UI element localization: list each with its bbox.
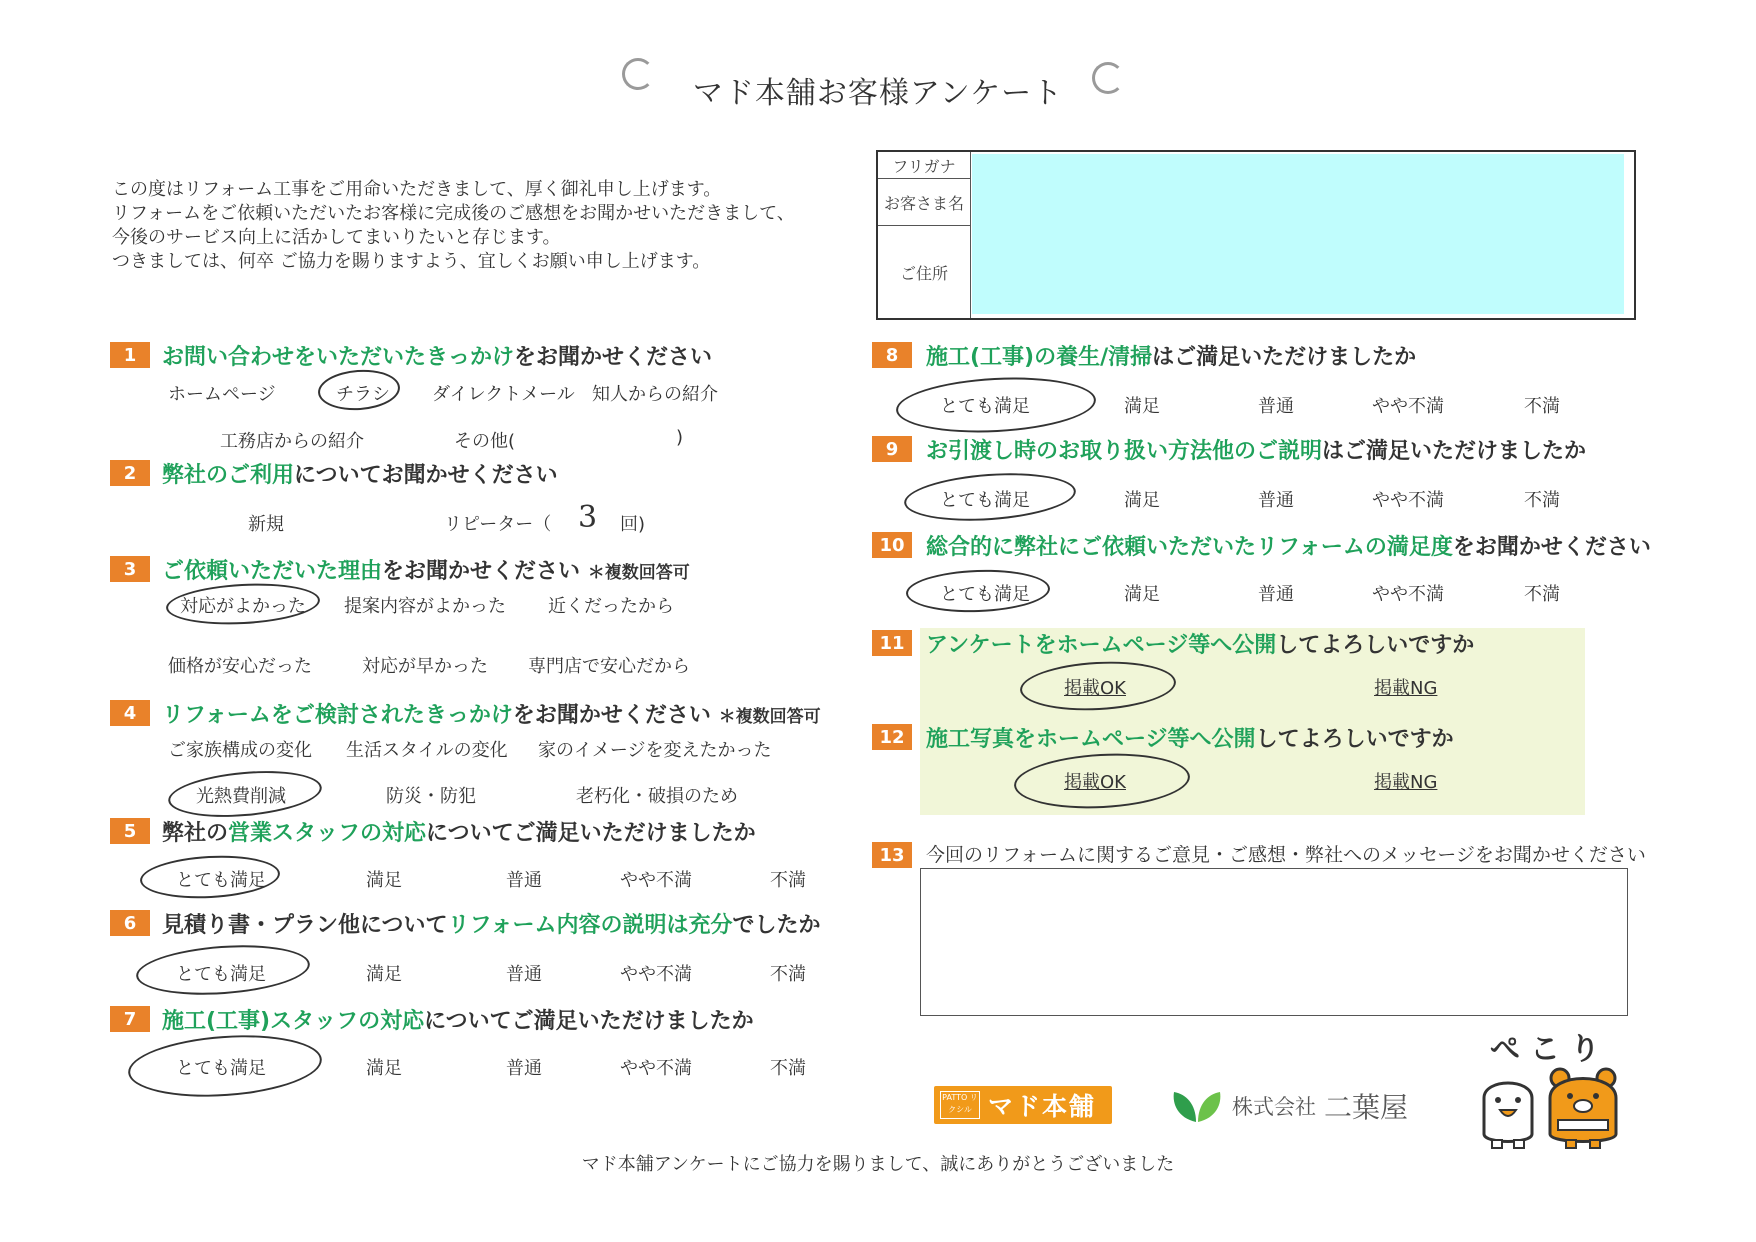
option-safe-price[interactable]: 価格が安心だった — [168, 656, 312, 677]
question-number: 10 — [872, 532, 912, 558]
option-satisfied[interactable]: 満足 — [1124, 396, 1160, 417]
option-publish-photo-ok[interactable]: 掲載OK — [1064, 772, 1126, 793]
option-neutral[interactable]: 普通 — [1258, 490, 1294, 511]
option-dissatisfied[interactable]: 不満 — [1524, 584, 1560, 605]
option-other[interactable]: その他( — [454, 431, 516, 452]
option-neutral[interactable]: 普通 — [1258, 584, 1294, 605]
option-very-satisfied[interactable]: とても満足 — [940, 396, 1030, 417]
option-somewhat-dissatisfied[interactable]: やや不満 — [620, 870, 692, 891]
pekori-text: ぺこり — [1490, 1032, 1610, 1067]
option-referral[interactable]: 知人からの紹介 — [592, 384, 718, 405]
option-lifestyle-change[interactable]: 生活スタイルの変化 — [346, 740, 508, 761]
question-title: 総合的に弊社にご依頼いただいたリフォームの満足度をお聞かせください — [926, 535, 1651, 560]
option-dissatisfied[interactable]: 不満 — [770, 964, 806, 985]
company-prefix: 株式会社 — [1232, 1095, 1316, 1119]
question-title: 見積り書・プラン他についてリフォーム内容の説明は充分でしたか — [162, 913, 821, 938]
question-number: 2 — [110, 460, 150, 486]
question-number: 7 — [110, 1006, 150, 1032]
message-box[interactable] — [920, 868, 1628, 1016]
customer-info-box — [876, 150, 1636, 320]
option-satisfied[interactable]: 満足 — [366, 1058, 402, 1079]
question-title: お引渡し時のお取り扱い方法他のご説明はご満足いただけましたか — [926, 439, 1587, 464]
mascot-icon — [1474, 1064, 1624, 1150]
question-title: 施工(工事)の養生/清掃はご満足いただけましたか — [926, 345, 1417, 370]
option-direct-mail[interactable]: ダイレクトメール — [432, 384, 575, 405]
option-aging[interactable]: 老朽化・破損のため — [576, 786, 738, 807]
furigana-label: フリガナ — [878, 152, 971, 179]
bear-mascot — [1550, 1069, 1616, 1148]
option-fast-response[interactable]: 対応が早かった — [362, 656, 488, 677]
question-title: お問い合わせをいただいたきっかけをお聞かせください — [162, 345, 713, 370]
option-specialist[interactable]: 専門店で安心だから — [528, 656, 690, 677]
question-title: 弊社のご利用についてお聞かせください — [162, 463, 558, 488]
option-somewhat-dissatisfied[interactable]: やや不満 — [1372, 584, 1444, 605]
option-nearby[interactable]: 近くだったから — [548, 596, 674, 617]
option-satisfied[interactable]: 満足 — [366, 870, 402, 891]
intro-line: この度はリフォーム工事をご用命いただきまして、厚く御礼申し上げます。 — [112, 179, 722, 200]
redacted-customer-info — [972, 154, 1624, 314]
option-publish-ok[interactable]: 掲載OK — [1064, 678, 1126, 699]
page-title: マド本舗お客様アンケート — [692, 76, 1064, 111]
option-satisfied[interactable]: 満足 — [1124, 490, 1160, 511]
option-good-response[interactable]: 対応がよかった — [180, 596, 306, 617]
question-number: 11 — [872, 630, 912, 656]
question-number: 9 — [872, 436, 912, 462]
option-somewhat-dissatisfied[interactable]: やや不満 — [620, 1058, 692, 1079]
company-name: 二葉屋 — [1324, 1091, 1409, 1124]
question-number: 6 — [110, 910, 150, 936]
option-satisfied[interactable]: 満足 — [1124, 584, 1160, 605]
madohonpo-text: マド本舗 — [988, 1092, 1097, 1121]
address-label: ご住所 — [878, 226, 971, 318]
question-title: 弊社の営業スタッフの対応についてご満足いただけましたか — [162, 821, 756, 846]
question-title: アンケートをホームページ等へ公開してよろしいですか — [926, 633, 1475, 658]
option-repeater[interactable]: リピーター（ — [444, 514, 552, 535]
option-neutral[interactable]: 普通 — [506, 870, 542, 891]
madohonpo-logo — [934, 1086, 1112, 1124]
leaf-icon — [1170, 1088, 1224, 1124]
question-title: 今回のリフォームに関するご意見・ご感想・弊社へのメッセージをお聞かせください — [926, 844, 1646, 866]
intro-line: リフォームをご依頼いただいたお客様に完成後のご感想をお聞かせいただきまして、 — [112, 203, 795, 224]
question-number: 1 — [110, 342, 150, 368]
customer-name-label: お客さま名 — [878, 179, 971, 226]
option-dissatisfied[interactable]: 不満 — [770, 1058, 806, 1079]
handwritten-count: 3 — [578, 500, 598, 535]
option-flyer[interactable]: チラシ — [336, 384, 390, 405]
option-neutral[interactable]: 普通 — [1258, 396, 1294, 417]
option-somewhat-dissatisfied[interactable]: やや不満 — [620, 964, 692, 985]
option-neutral[interactable]: 普通 — [506, 964, 542, 985]
intro-text — [112, 178, 795, 274]
question-title: 施工(工事)スタッフの対応についてご満足いただけましたか — [162, 1009, 754, 1034]
option-somewhat-dissatisfied[interactable]: やや不満 — [1372, 396, 1444, 417]
option-satisfied[interactable]: 満足 — [366, 964, 402, 985]
question-title: 施工写真をホームページ等へ公開してよろしいですか — [926, 727, 1454, 752]
option-other-close: ) — [676, 427, 684, 448]
option-homepage[interactable]: ホームページ — [168, 384, 276, 405]
intro-line: つきましては、何卒 ご協力を賜りますよう、宜しくお願い申し上げます。 — [112, 251, 711, 272]
option-energy-saving[interactable]: 光熱費削減 — [196, 786, 286, 807]
question-title: リフォームをご検討されたきっかけをお聞かせください ＊複数回答可 — [162, 703, 821, 728]
option-family-change[interactable]: ご家族構成の変化 — [168, 740, 312, 761]
question-title: ご依頼いただいた理由をお聞かせください ＊複数回答可 — [162, 559, 690, 584]
option-very-satisfied[interactable]: とても満足 — [940, 584, 1030, 605]
option-publish-ng[interactable]: 掲載NG — [1374, 678, 1438, 699]
option-repeater-unit: 回) — [620, 514, 646, 535]
patto-badge: PATTO リクシル — [940, 1091, 980, 1119]
option-very-satisfied[interactable]: とても満足 — [940, 490, 1030, 511]
option-very-satisfied[interactable]: とても満足 — [176, 964, 266, 985]
company-logo — [1170, 1086, 1408, 1126]
option-very-satisfied[interactable]: とても満足 — [176, 1058, 266, 1079]
option-dissatisfied[interactable]: 不満 — [1524, 396, 1560, 417]
option-very-satisfied[interactable]: とても満足 — [176, 870, 266, 891]
question-number: 12 — [872, 724, 912, 750]
duck-mascot — [1484, 1083, 1532, 1148]
option-publish-photo-ng[interactable]: 掲載NG — [1374, 772, 1438, 793]
option-dissatisfied[interactable]: 不満 — [770, 870, 806, 891]
option-contractor-referral[interactable]: 工務店からの紹介 — [220, 431, 364, 452]
question-number: 8 — [872, 342, 912, 368]
question-number: 5 — [110, 818, 150, 844]
option-new[interactable]: 新規 — [248, 514, 284, 535]
option-home-image[interactable]: 家のイメージを変えたかった — [538, 740, 772, 761]
footer-thanks: マド本舗アンケートにご協力を賜りまして、誠にありがとうございました — [581, 1154, 1175, 1175]
option-neutral[interactable]: 普通 — [506, 1058, 542, 1079]
question-number: 3 — [110, 556, 150, 582]
question-number: 4 — [110, 700, 150, 726]
option-somewhat-dissatisfied[interactable]: やや不満 — [1372, 490, 1444, 511]
option-disaster-prevention[interactable]: 防災・防犯 — [386, 786, 476, 807]
option-dissatisfied[interactable]: 不満 — [1524, 490, 1560, 511]
option-good-proposal[interactable]: 提案内容がよかった — [344, 596, 506, 617]
question-number: 13 — [872, 842, 912, 868]
intro-line: 今後のサービス向上に活かしてまいりたいと存じます。 — [112, 227, 561, 248]
